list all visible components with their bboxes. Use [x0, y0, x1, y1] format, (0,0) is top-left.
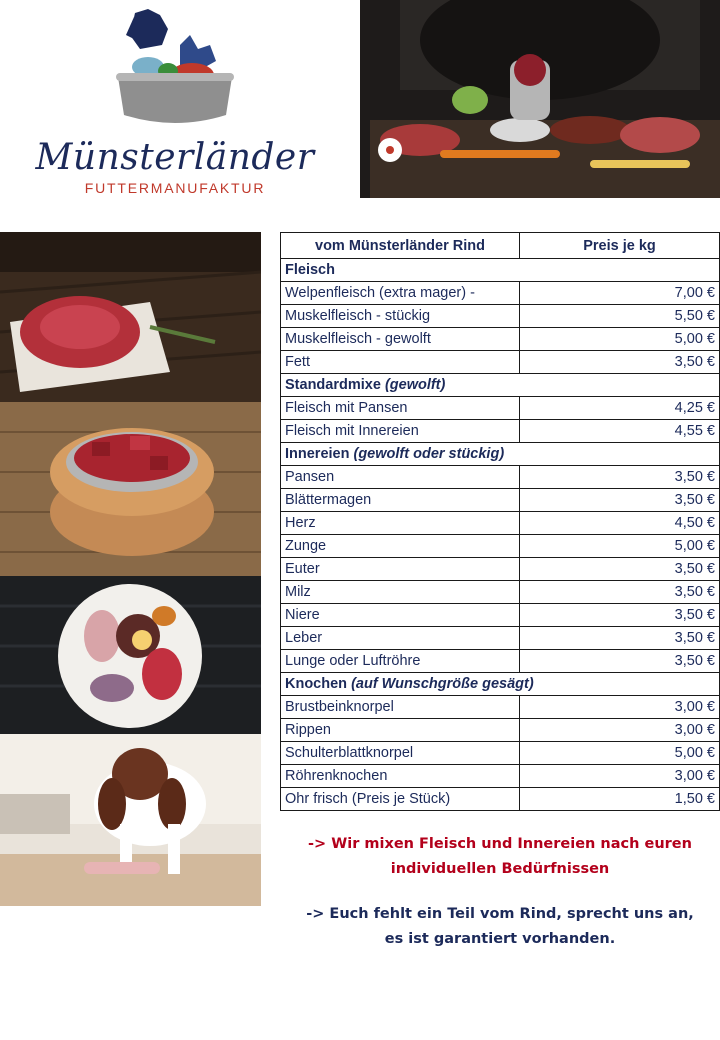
- table-row: [281, 351, 720, 374]
- section-heading: [281, 443, 720, 466]
- product-name: Milz: [281, 581, 520, 604]
- product-price: 3,50 €: [520, 489, 720, 512]
- product-name: Leber: [281, 627, 520, 650]
- table-row: [281, 397, 720, 420]
- product-price: 3,50 €: [520, 351, 720, 374]
- table-row: [281, 512, 720, 535]
- section-title: Standardmixe: [285, 377, 381, 393]
- brand-name: Münsterländer: [35, 137, 315, 178]
- product-price: 5,00 €: [520, 535, 720, 558]
- table-header-row: [281, 233, 720, 259]
- section-row: [281, 443, 720, 466]
- section-note: (gewolft oder stückig): [353, 446, 505, 462]
- section-heading: [281, 259, 720, 282]
- dog-with-bone-photo: [0, 734, 261, 906]
- missing-part-note: [280, 902, 720, 952]
- product-name: Brustbeinknorpel: [281, 696, 520, 719]
- table-row: [281, 282, 720, 305]
- section-title: Fleisch: [285, 262, 335, 278]
- missing-part-note-line2: es ist garantiert vorhanden.: [384, 931, 616, 947]
- table-row: [281, 719, 720, 742]
- product-name: Welpenfleisch (extra mager) -: [281, 282, 520, 305]
- product-price: 5,50 €: [520, 305, 720, 328]
- product-price: 3,50 €: [520, 604, 720, 627]
- table-row: [281, 328, 720, 351]
- table-row: [281, 489, 720, 512]
- section-row: [281, 673, 720, 696]
- table-row: [281, 788, 720, 811]
- product-name: Lunge oder Luftröhre: [281, 650, 520, 673]
- dog-cat-bowl-logo-icon: [30, 5, 320, 135]
- minced-meat-photo: [0, 232, 261, 402]
- table-row: [281, 420, 720, 443]
- product-name: Muskelfleisch - stückig: [281, 305, 520, 328]
- table-row: [281, 742, 720, 765]
- product-name: Muskelfleisch - gewolft: [281, 328, 520, 351]
- product-name: Euter: [281, 558, 520, 581]
- section-heading: [281, 673, 720, 696]
- meat-grinder-photo: [360, 0, 720, 198]
- section-row: [281, 374, 720, 397]
- product-price: 3,00 €: [520, 696, 720, 719]
- section-note: (auf Wunschgröße gesägt): [351, 676, 534, 692]
- table-row: [281, 558, 720, 581]
- product-price: 4,55 €: [520, 420, 720, 443]
- product-price: 3,50 €: [520, 581, 720, 604]
- product-price: 3,00 €: [520, 765, 720, 788]
- section-title: Knochen: [285, 676, 348, 692]
- product-name: Blättermagen: [281, 489, 520, 512]
- mix-note: [280, 832, 720, 882]
- product-price: 4,50 €: [520, 512, 720, 535]
- section-note: (gewolft): [384, 377, 446, 393]
- product-name: Herz: [281, 512, 520, 535]
- product-name: Fleisch mit Innereien: [281, 420, 520, 443]
- price-table: [280, 232, 720, 811]
- mix-note-line2: individuellen Bedürfnissen: [390, 861, 610, 877]
- table-row: [281, 604, 720, 627]
- product-name: Fleisch mit Pansen: [281, 397, 520, 420]
- meat-bowl-photo: [0, 402, 261, 576]
- product-name: Niere: [281, 604, 520, 627]
- product-name: Schulterblattknorpel: [281, 742, 520, 765]
- price-table-body: [281, 259, 720, 811]
- table-row: [281, 765, 720, 788]
- table-row: [281, 535, 720, 558]
- column-header-product: vom Münsterländer Rind: [281, 233, 520, 259]
- product-price: 4,25 €: [520, 397, 720, 420]
- table-row: [281, 696, 720, 719]
- section-row: [281, 259, 720, 282]
- product-name: Ohr frisch (Preis je Stück): [281, 788, 520, 811]
- product-name: Zunge: [281, 535, 520, 558]
- product-price: 3,50 €: [520, 466, 720, 489]
- section-heading: [281, 374, 720, 397]
- offal-plate-photo: [0, 576, 261, 734]
- table-row: [281, 650, 720, 673]
- column-header-price: Preis je kg: [520, 233, 720, 259]
- product-price: 3,50 €: [520, 650, 720, 673]
- brand-subtitle: FUTTERMANUFAKTUR: [84, 180, 266, 196]
- missing-part-note-line1: -> Euch fehlt ein Teil vom Rind, sprecht uns an,: [306, 906, 694, 922]
- product-price: 3,00 €: [520, 719, 720, 742]
- brand-logo: [30, 5, 320, 200]
- mix-note-line1: -> Wir mixen Fleisch und Innereien nach euren: [308, 836, 692, 852]
- product-price: 1,50 €: [520, 788, 720, 811]
- product-name: Fett: [281, 351, 520, 374]
- product-price: 5,00 €: [520, 742, 720, 765]
- product-name: Rippen: [281, 719, 520, 742]
- product-price: 3,50 €: [520, 558, 720, 581]
- product-price: 7,00 €: [520, 282, 720, 305]
- table-row: [281, 305, 720, 328]
- product-price: 3,50 €: [520, 627, 720, 650]
- table-row: [281, 581, 720, 604]
- product-name: Röhrenknochen: [281, 765, 520, 788]
- product-price: 5,00 €: [520, 328, 720, 351]
- table-row: [281, 627, 720, 650]
- table-row: [281, 466, 720, 489]
- product-name: Pansen: [281, 466, 520, 489]
- section-title: Innereien: [285, 446, 350, 462]
